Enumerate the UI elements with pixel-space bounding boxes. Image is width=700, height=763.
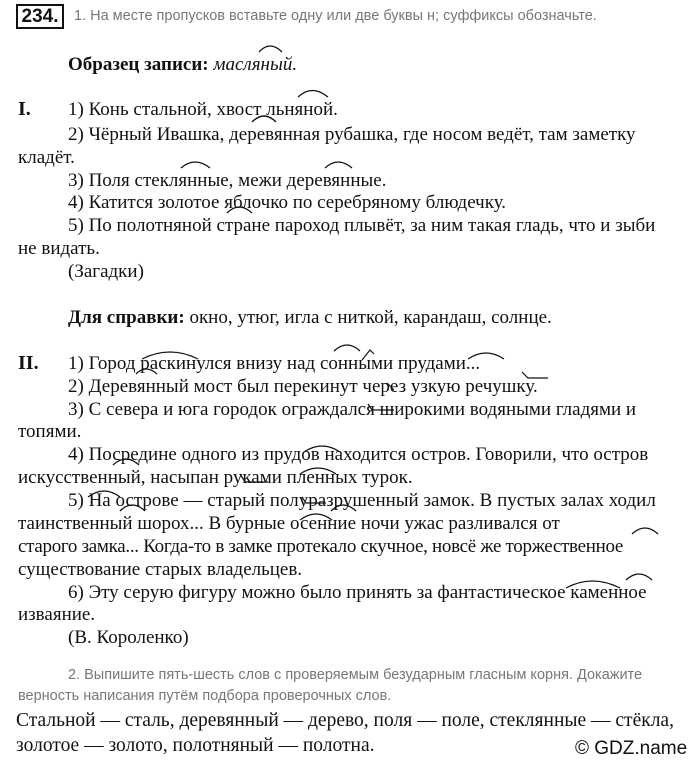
task2-line: 2. Выпишите пять-шесть слов с проверяемым безударным гласным корня. Докажите — [68, 667, 643, 683]
exercise-number: 234. — [16, 4, 64, 29]
suffix-arc — [626, 574, 652, 580]
part1-line: кладёт. — [18, 147, 75, 168]
sample-word: масляный. — [213, 54, 298, 75]
part1-line: 5) По полотняной стране пароход плывёт, за ним такая гладь, что и зыби — [68, 215, 656, 236]
part2-line: 4) Посредине одного из прудов находится остров. Говорили, что остров — [68, 444, 649, 465]
reference-line — [68, 307, 552, 329]
part2-line: 5) На острове — старый полуразрушенный замок. В пустых залах ходил — [68, 490, 656, 511]
suffix-arc — [259, 46, 282, 52]
sample-line — [68, 54, 297, 76]
part2-line: 2) Деревянный мост был перекинут через узкую речушку. — [68, 376, 538, 397]
answer-line: Стальной — сталь, деревянный — дерево, поля — поле, стеклянные — стёкла, — [16, 710, 674, 731]
part1-source: (Загадки) — [68, 261, 144, 282]
task2-line: верность написания путём подбора проверочных слов. — [18, 688, 392, 704]
suffix-arc — [632, 528, 658, 534]
part2-source: (В. Короленко) — [68, 627, 189, 648]
suffix-arc — [325, 162, 352, 168]
part2-line: 3) С севера и юга городок ограждался широкими водяными гладями и — [68, 399, 637, 420]
suffix-arc — [298, 91, 328, 98]
reference-label: Для справки: — [68, 307, 185, 328]
watermark: © GDZ.name — [575, 738, 688, 759]
part2-label: II. — [18, 352, 39, 374]
task1-text: 1. На месте пропусков вставьте одну или две буквы н; суффиксы обозначьте. — [74, 8, 597, 24]
part2-line: топями. — [18, 421, 82, 442]
part1-line: 2) Чёрный Ивашка, деревянная рубашка, где носом ведёт, там заметку — [68, 124, 636, 145]
part2-line: старого замка... Когда-то в замке протекало скучное, новсё же торжественное — [18, 536, 624, 557]
part1-line: не видать. — [18, 238, 100, 259]
reference-text: окно, утюг, игла с ниткой, карандаш, солнце. — [189, 307, 552, 328]
part1-line: 1) Конь стальной, хвост льняной. — [68, 99, 338, 120]
part2-line: 6) Эту серую фигуру можно было принять за фантастическое каменное — [68, 582, 647, 603]
part2-line: 1) Город раскинулся внизу над сонными прудами... — [68, 353, 481, 374]
part2-line: искусственный, насыпан руками пленных турок. — [18, 467, 413, 488]
part1-line: 4) Катится золотое яблочко по серебряному блюдечку. — [68, 192, 507, 213]
suffix-arc — [181, 162, 210, 168]
part1-line: 3) Поля стеклянные, межи деревянные. — [68, 170, 387, 191]
suffix-arc — [334, 345, 360, 351]
part2-line: таинственный шорох... В бурные осенние ночи ужас разливался от — [18, 513, 560, 534]
answer-line: золотое — золото, полотняный — полотна. — [16, 735, 375, 756]
part2-line: изваяние. — [18, 604, 96, 625]
sample-label: Образец записи: — [68, 54, 209, 75]
part1-label: I. — [18, 98, 31, 120]
part2-line: существование старых владельцев. — [18, 559, 303, 580]
